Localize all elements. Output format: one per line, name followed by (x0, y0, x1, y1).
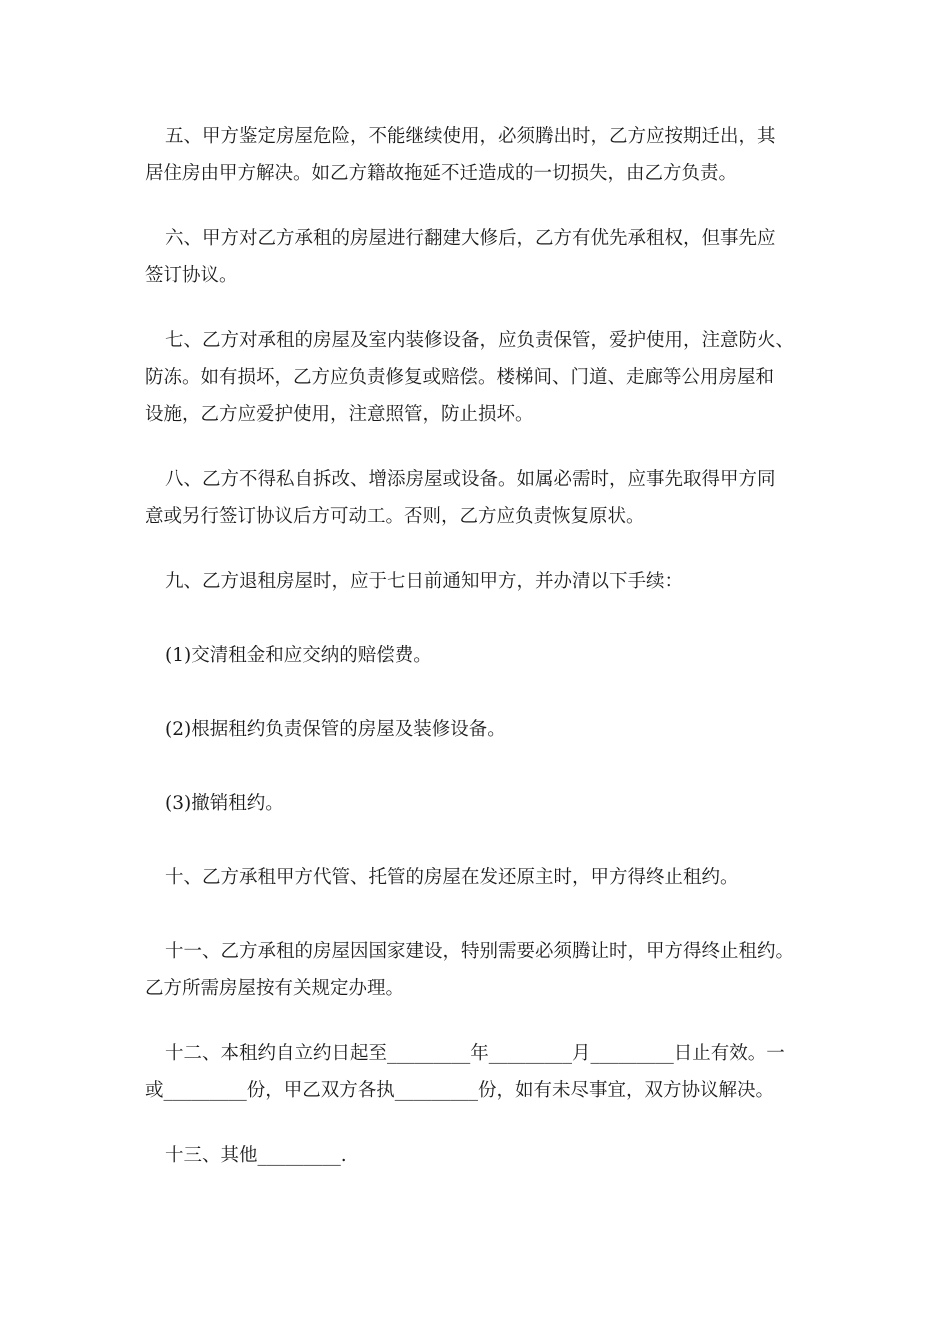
clause-7 (145, 322, 805, 433)
clause-5-line-1: 五、甲方鉴定房屋危险，不能继续使用，必须腾出时，乙方应按期迁出，其 (165, 126, 776, 147)
clause-7-line-3: 设施，乙方应爱护使用，注意照管，防止损坏。 (145, 404, 534, 425)
clause-9-item-3-text: (3)撤销租约。 (165, 793, 284, 814)
clause-6-line-2: 签订协议。 (145, 265, 238, 286)
clause-5-line-2: 居住房由甲方解决。如乙方籍故拖延不迁造成的一切损失，由乙方负责。 (145, 163, 738, 184)
clause-8-line-2: 意或另行签订协议后方可动工。否则，乙方应负责恢复原状。 (145, 506, 645, 527)
clause-9-item-3 (145, 785, 805, 822)
clause-9-item-2 (145, 711, 805, 748)
clause-10 (145, 859, 805, 896)
clause-12-line-2: 或_________份，甲乙双方各执_________份，如有未尽事宜，双方协议解决。 (145, 1080, 775, 1101)
clause-12-line-1: 十二、本租约自立约日起至_________年_________月_________日止有效。一 (165, 1043, 785, 1064)
document-body (145, 118, 805, 1202)
clause-7-line-2: 防冻。如有损坏，乙方应负责修复或赔偿。楼梯间、门道、走廊等公用房屋和 (145, 367, 775, 388)
clause-8-line-1: 八、乙方不得私自拆改、增添房屋或设备。如属必需时，应事先取得甲方同 (165, 469, 776, 490)
clause-6 (145, 220, 805, 294)
clause-12 (145, 1035, 805, 1109)
clause-10-line-1: 十、乙方承租甲方代管、托管的房屋在发还原主时，甲方得终止租约。 (165, 867, 739, 888)
clause-9-item-1-text: (1)交清租金和应交纳的赔偿费。 (165, 645, 432, 666)
clause-7-line-1: 七、乙方对承租的房屋及室内装修设备，应负责保管，爱护使用，注意防火、 (165, 330, 795, 351)
clause-9-line-1: 九、乙方退租房屋时，应于七日前通知甲方，并办清以下手续： (165, 571, 684, 592)
clause-9 (145, 563, 805, 600)
clause-5 (145, 118, 805, 192)
clause-8 (145, 461, 805, 535)
clause-6-line-1: 六、甲方对乙方承租的房屋进行翻建大修后，乙方有优先承租权，但事先应 (165, 228, 776, 249)
clause-9-item-1 (145, 637, 805, 674)
clause-11-line-1: 十一、乙方承租的房屋因国家建设，特别需要必须腾让时，甲方得终止租约。 (165, 941, 795, 962)
clause-13-line-1: 十三、其他_________. (165, 1145, 347, 1166)
clause-11-line-2: 乙方所需房屋按有关规定办理。 (145, 978, 405, 999)
clause-13 (145, 1137, 805, 1174)
clause-11 (145, 933, 805, 1007)
clause-9-item-2-text: (2)根据租约负责保管的房屋及装修设备。 (165, 719, 506, 740)
